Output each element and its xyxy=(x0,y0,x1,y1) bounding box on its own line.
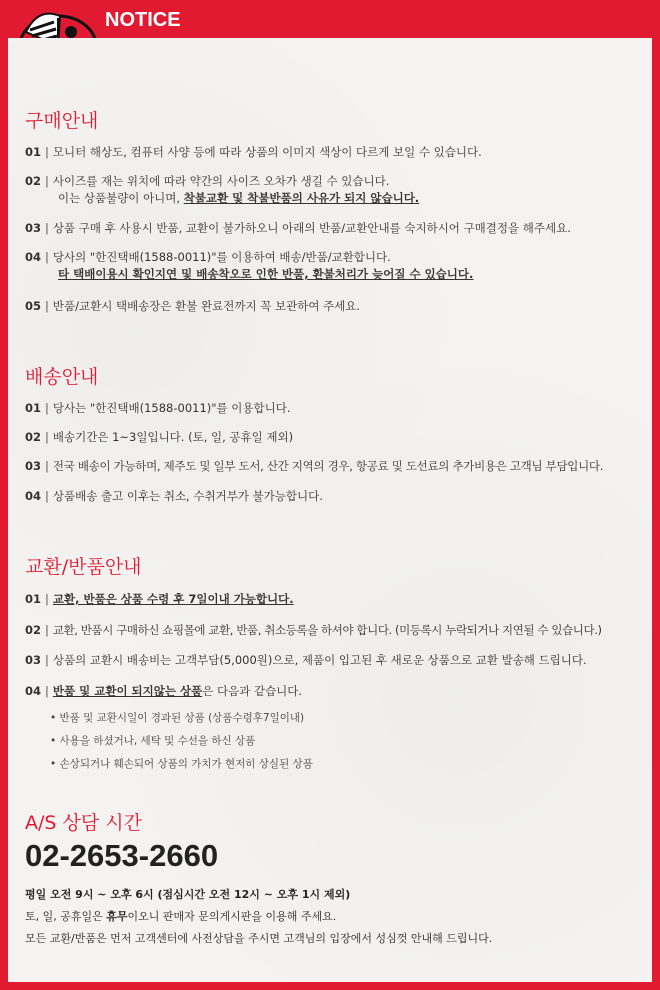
exchange-item-3: 03 | 상품의 교환시 배송비는 고객부담(5,000원)으로, 제품이 입고된 후 새로운 상품으로 교환 발송해 드립니다. xyxy=(25,653,587,667)
purchase-item-2: 02 | 사이즈를 재는 위치에 따라 약간의 사이즈 오차가 생길 수 있습니다. 이는 상품불량이 아니며, 착불교환 및 착불반품의 사유가 되지 않습니다. xyxy=(25,174,420,205)
as-hours: 평일 오전 9시 ~ 오후 6시 (점심시간 오전 12시 ~ 오후 1시 제외) xyxy=(25,888,351,901)
exchange-item-4: 04 | 반품 및 교환이 되지않는 상품은 다음과 같습니다. xyxy=(25,684,303,698)
exchange-bullet-3: • 손상되거나 훼손되어 상품의 가치가 현저히 상실된 상품 xyxy=(50,758,313,770)
as-consult-note: 모든 교환/반품은 먼저 고객센터에 사전상담을 주시면 고객님의 입장에서 성심껏 안내해 드립니다. xyxy=(25,932,493,945)
as-title: A/S 상담 시간 xyxy=(25,812,142,834)
exchange-title: 교환/반품안내 xyxy=(25,556,142,578)
delivery-title: 배송안내 xyxy=(25,366,99,388)
notice-title: NOTICE xyxy=(105,9,181,31)
as-phone-number: 02-2653-2660 xyxy=(25,838,219,873)
as-weekend-note: 토, 일, 공휴일은 휴무이오니 판매자 문의게시판을 이용해 주세요. xyxy=(25,910,337,923)
exchange-bullet-2: • 사용을 하셨거나, 세탁 및 수선을 하신 상품 xyxy=(50,735,256,747)
purchase-item-3: 03 | 상품 구매 후 사용시 반품, 교환이 불가하오니 아래의 반품/교환안내를 숙지하시어 구매결정을 해주세요. xyxy=(25,221,571,235)
exchange-bullet-1: • 반품 및 교환시일이 경과된 상품 (상품수령후7일이내) xyxy=(50,712,305,724)
exchange-item-1: 01 | 교환, 반품은 상품 수령 후 7일이내 가능합니다. xyxy=(25,592,294,606)
delivery-item-4: 04 | 상품배송 출고 이후는 취소, 수취거부가 불가능합니다. xyxy=(25,489,323,503)
exchange-item-2: 02 | 교환, 반품시 구매하신 쇼핑몰에 교환, 반품, 취소등록을 하셔야 합니다. (미등록시 누락되거나 지연될 수 있습니다.) xyxy=(25,623,602,637)
delivery-item-2: 02 | 배송기간은 1~3일입니다. (토, 일, 공휴일 제외) xyxy=(25,430,294,444)
delivery-item-3: 03 | 전국 배송이 가능하며, 제주도 및 일부 도서, 산간 지역의 경우, 항공료 및 도선료의 추가비용은 고객님 부담입니다. xyxy=(25,459,604,473)
purchase-item-1: 01 | 모니터 해상도, 컴퓨터 사양 등에 따라 상품의 이미지 색상이 다르게 보일 수 있습니다. xyxy=(25,145,482,159)
delivery-item-1: 01 | 당사는 "한진택배(1588-0011)"를 이용합니다. xyxy=(25,401,291,415)
purchase-item-5: 05 | 반품/교환시 택배송장은 환불 완료전까지 꼭 보관하여 주세요. xyxy=(25,299,361,313)
purchase-title: 구매안내 xyxy=(25,110,99,132)
notice-paper xyxy=(8,38,652,982)
purchase-item-4: 04 | 당사의 "한진택배(1588-0011)"를 이용하여 배송/반품/교환합니다. 타 택배이용시 확인지연 및 배송착오로 인한 반품, 환불처리가 늦어질 수 있습니다. xyxy=(25,250,474,281)
